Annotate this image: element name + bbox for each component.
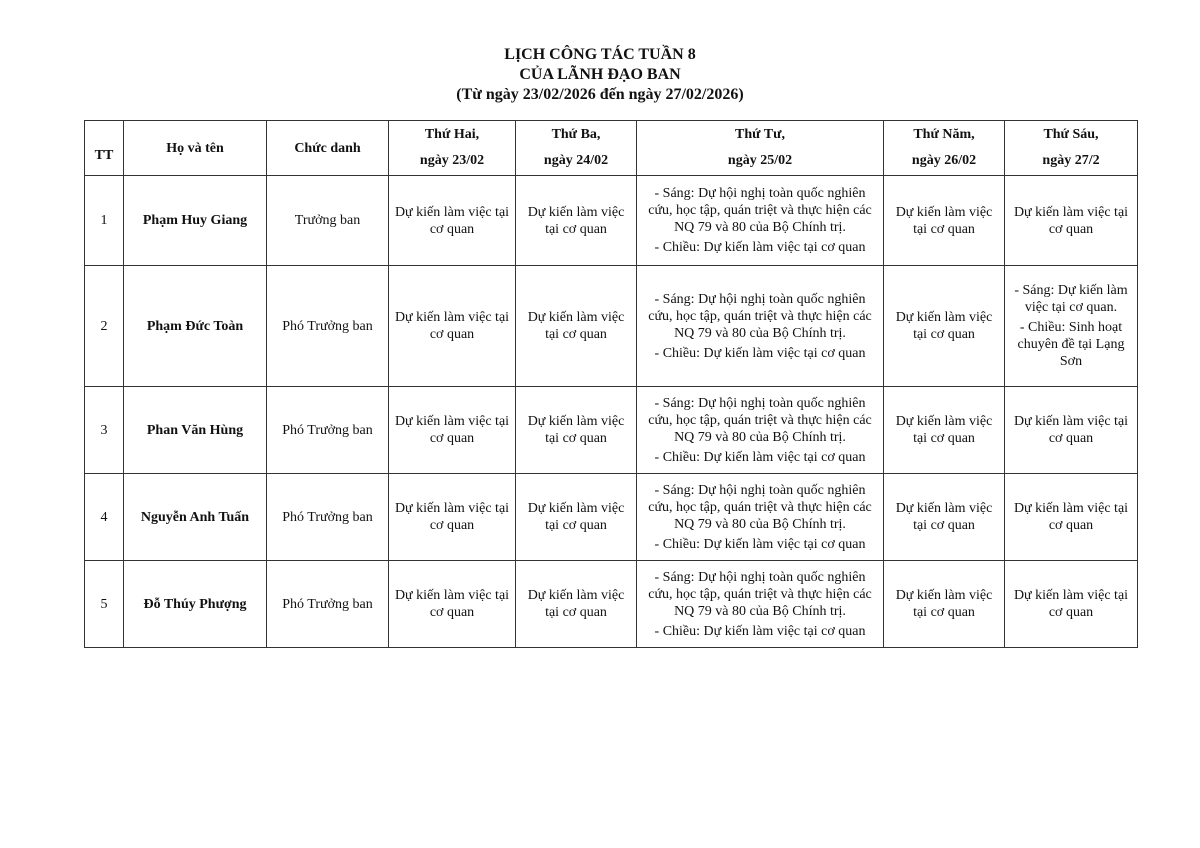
row-monday: Dự kiến làm việc tại cơ quan xyxy=(389,474,516,561)
row-tuesday: Dự kiến làm việc tại cơ quan xyxy=(516,266,637,387)
row-name: Phạm Đức Toàn xyxy=(124,266,267,387)
schedule-table xyxy=(84,120,1138,648)
header-tt: TT xyxy=(85,121,124,176)
row-thursday: Dự kiến làm việc tại cơ quan xyxy=(884,561,1005,648)
row-tt: 2 xyxy=(85,266,124,387)
header-name: Họ và tên xyxy=(124,121,267,176)
row-name: Phan Văn Hùng xyxy=(124,387,267,474)
row-position: Phó Trưởng ban xyxy=(267,266,389,387)
header-thursday: Thứ Năm, ngày 26/02 xyxy=(884,121,1005,176)
row-monday: Dự kiến làm việc tại cơ quan xyxy=(389,266,516,387)
row-tuesday: Dự kiến làm việc tại cơ quan xyxy=(516,561,637,648)
row-tt: 4 xyxy=(85,474,124,561)
row-name: Nguyễn Anh Tuấn xyxy=(124,474,267,561)
row-monday: Dự kiến làm việc tại cơ quan xyxy=(389,387,516,474)
row-friday: Dự kiến làm việc tại cơ quan xyxy=(1005,474,1138,561)
row-name: Phạm Huy Giang xyxy=(124,176,267,266)
header-wednesday: Thứ Tư, ngày 25/02 xyxy=(637,121,884,176)
row-thursday: Dự kiến làm việc tại cơ quan xyxy=(884,176,1005,266)
row-tuesday: Dự kiến làm việc tại cơ quan xyxy=(516,474,637,561)
row-tuesday: Dự kiến làm việc tại cơ quan xyxy=(516,176,637,266)
row-position: Phó Trưởng ban xyxy=(267,387,389,474)
row-thursday: Dự kiến làm việc tại cơ quan xyxy=(884,387,1005,474)
row-position: Phó Trưởng ban xyxy=(267,474,389,561)
row-tt: 3 xyxy=(85,387,124,474)
table-row xyxy=(85,266,1138,387)
table-row xyxy=(85,387,1138,474)
row-wednesday: - Sáng: Dự hội nghị toàn quốc nghiên cứu, học tập, quán triệt và thực hiện các NQ 79 và 80 của Bộ Chính trị. - Chiều: Dự kiến làm việc tại cơ quan xyxy=(637,474,884,561)
row-friday: - Sáng: Dự kiến làm việc tại cơ quan. - Chiều: Sinh hoạt chuyên đề tại Lạng Sơn xyxy=(1005,266,1138,387)
header-row xyxy=(85,121,1138,176)
row-wednesday: - Sáng: Dự hội nghị toàn quốc nghiên cứu, học tập, quán triệt và thực hiện các NQ 79 và 80 của Bộ Chính trị. - Chiều: Dự kiến làm việc tại cơ quan xyxy=(637,176,884,266)
header-position: Chức danh xyxy=(267,121,389,176)
row-position: Trưởng ban xyxy=(267,176,389,266)
header-monday: Thứ Hai, ngày 23/02 xyxy=(389,121,516,176)
row-tt: 1 xyxy=(85,176,124,266)
row-friday: Dự kiến làm việc tại cơ quan xyxy=(1005,387,1138,474)
title-line-1: LỊCH CÔNG TÁC TUẦN 8 xyxy=(504,46,696,63)
row-tuesday: Dự kiến làm việc tại cơ quan xyxy=(516,387,637,474)
header-friday: Thứ Sáu, ngày 27/2 xyxy=(1005,121,1138,176)
row-thursday: Dự kiến làm việc tại cơ quan xyxy=(884,266,1005,387)
row-position: Phó Trưởng ban xyxy=(267,561,389,648)
row-wednesday: - Sáng: Dự hội nghị toàn quốc nghiên cứu, học tập, quán triệt và thực hiện các NQ 79 và 80 của Bộ Chính trị. - Chiều: Dự kiến làm việc tại cơ quan xyxy=(637,561,884,648)
title-line-3: (Từ ngày 23/02/2026 đến ngày 27/02/2026) xyxy=(456,86,744,103)
table-row xyxy=(85,561,1138,648)
row-tt: 5 xyxy=(85,561,124,648)
row-friday: Dự kiến làm việc tại cơ quan xyxy=(1005,561,1138,648)
row-name: Đỗ Thúy Phượng xyxy=(124,561,267,648)
row-monday: Dự kiến làm việc tại cơ quan xyxy=(389,561,516,648)
header-tuesday: Thứ Ba, ngày 24/02 xyxy=(516,121,637,176)
title-line-2: CỦA LÃNH ĐẠO BAN xyxy=(519,66,681,83)
table-row xyxy=(85,176,1138,266)
row-monday: Dự kiến làm việc tại cơ quan xyxy=(389,176,516,266)
row-friday: Dự kiến làm việc tại cơ quan xyxy=(1005,176,1138,266)
row-wednesday: - Sáng: Dự hội nghị toàn quốc nghiên cứu, học tập, quán triệt và thực hiện các NQ 79 và 80 của Bộ Chính trị. - Chiều: Dự kiến làm việc tại cơ quan xyxy=(637,387,884,474)
document-title xyxy=(0,45,1200,105)
row-wednesday: - Sáng: Dự hội nghị toàn quốc nghiên cứu, học tập, quán triệt và thực hiện các NQ 79 và 80 của Bộ Chính trị. - Chiều: Dự kiến làm việc tại cơ quan xyxy=(637,266,884,387)
table-row xyxy=(85,474,1138,561)
row-thursday: Dự kiến làm việc tại cơ quan xyxy=(884,474,1005,561)
